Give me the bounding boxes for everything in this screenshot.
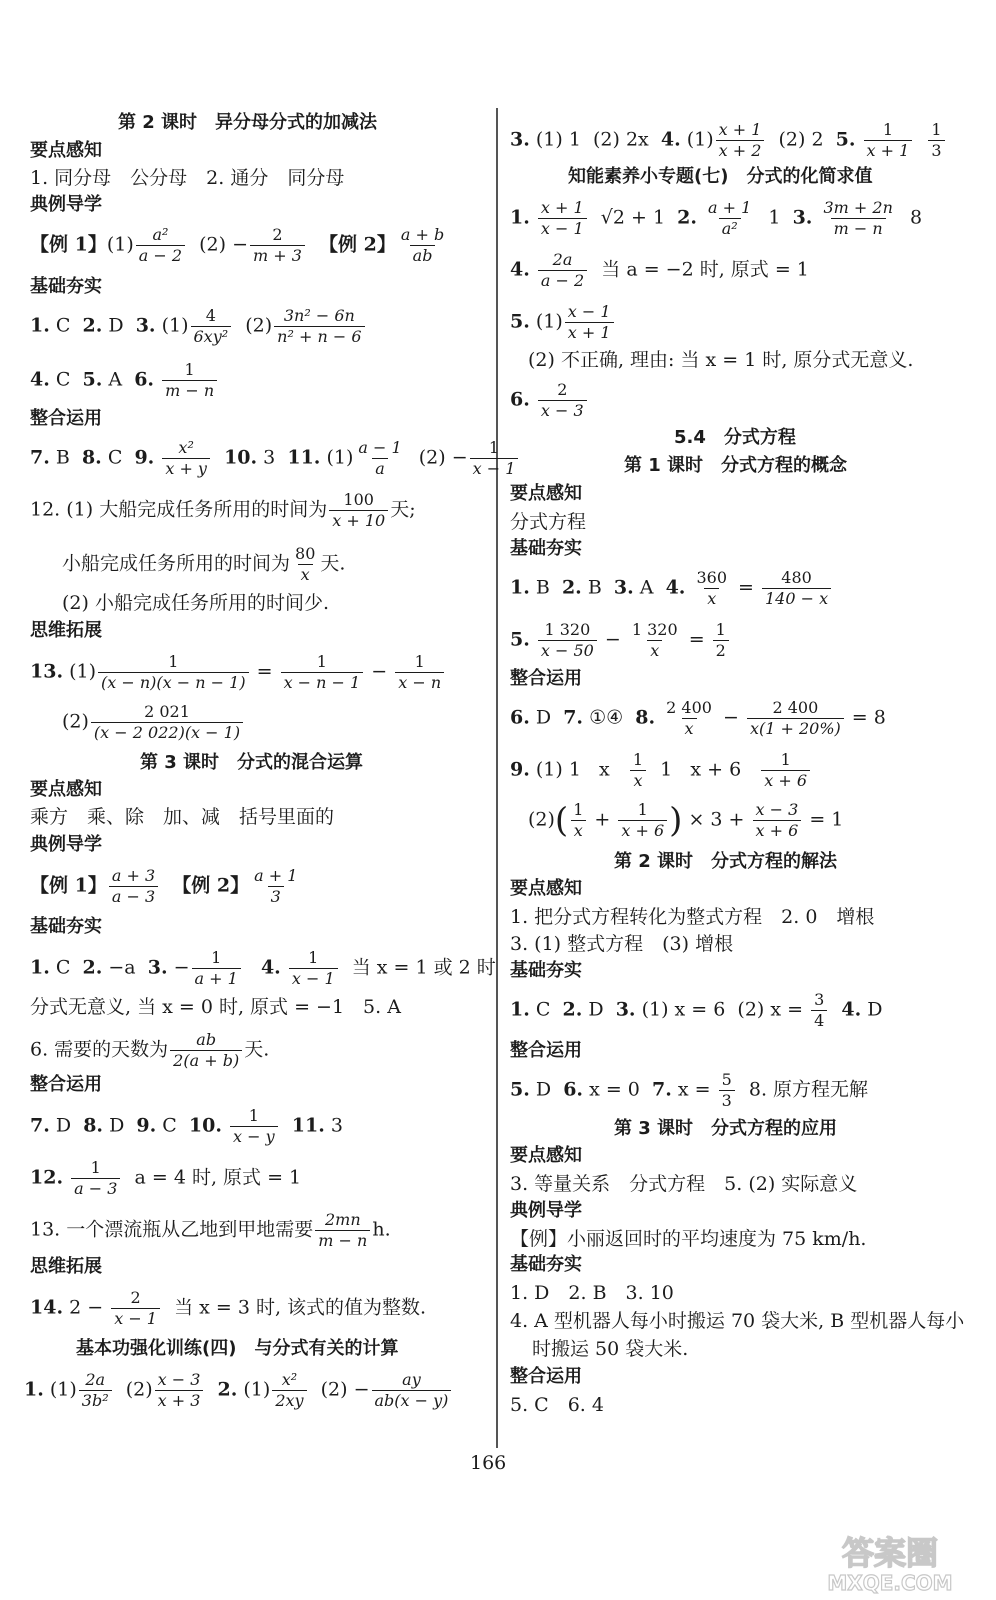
heading-zhenghe: 整合运用: [510, 668, 582, 689]
answer-line: 5. C 6. 4: [510, 1394, 604, 1416]
answer-line: 5. $\frac{1 320}{x - 50}$ − $\frac{1 320}{x}$ = $\frac{1}{2}$: [510, 620, 731, 661]
answer-line: 1. 同分母 公分母 2. 通分 同分母: [30, 167, 345, 189]
answer-line: 分式无意义, 当 x = 0 时, 原式 = −1 5. A: [30, 996, 401, 1018]
answer-line: 6. 需要的天数为 $\frac{ab}{2(a + b)}$ 天.: [30, 1030, 270, 1070]
answer-line: 1. C 2. D 3. (1) $\frac{4}{\text{6xy²}}$ (2) $\frac{\text{3n² − 6n}}{\text{n² + n − 6}}$: [30, 306, 367, 347]
answer-line: (2) 小船完成任务所用的时间少.: [62, 592, 329, 614]
section-title: 基本功强化训练(四) 与分式有关的计算: [76, 1338, 399, 1359]
watermark-logo: [790, 1530, 990, 1596]
section-title: 第 1 课时 分式方程的概念: [624, 455, 848, 476]
answer-line: 4. A 型机器人每小时搬运 70 袋大米, B 型机器人每小: [510, 1310, 965, 1332]
answer-line: 1. C 2. D 3. (1) x = 6 (2) x = $\frac{3}{4}$ 4. D: [510, 990, 883, 1030]
answer-line: 时搬运 50 袋大米.: [532, 1338, 689, 1360]
section-title: 第 3 课时 分式的混合运算: [140, 752, 364, 773]
answer-line: 1. C 2. −a 3. − $\frac{1}{a + 1}$ 4. $\frac{1}{x - 1}$ 当 x = 1 或 2 时: [30, 948, 496, 988]
heading-yaodian: 要点感知: [510, 483, 582, 504]
answer-line: 【例】小丽返回时的平均速度为 75 km/h.: [510, 1228, 867, 1250]
answer-line: (2) 不正确, 理由: 当 x = 1 时, 原分式无意义.: [528, 349, 914, 371]
section-title: 第 2 课时 异分母分式的加减法: [118, 112, 378, 133]
heading-yaodian: 要点感知: [30, 779, 102, 800]
heading-yaodian: 要点感知: [510, 1145, 582, 1166]
heading-jichu: 基础夯实: [510, 538, 582, 559]
heading-jichu: 基础夯实: [30, 276, 102, 297]
answer-line: 7. D 8. D 9. C 10. $\frac{1}{x - y}$ 11. 3: [30, 1106, 343, 1146]
answer-line: 乘方 乘、除 加、减 括号里面的: [30, 806, 335, 828]
heading-yaodian: 要点感知: [30, 140, 102, 161]
right-column: [496, 0, 996, 1470]
svg-text:MXQE.COM: MXQE.COM: [827, 1571, 953, 1595]
answer-line: 6. D 7. ①④ 8. $\frac{2 400}{x}$ − $\frac{2 400}{x(1 + 20\%)}$ = 8: [510, 698, 886, 738]
chapter-title: 5.4 分式方程: [674, 427, 796, 448]
answer-line: 1. $\frac{x + 1}{x - 1}$ √2 + 1 2. $\frac{a + 1}{\text{a²}}$ 1 3. $\frac{3m + 2n}{m - n}$ 8: [510, 198, 923, 238]
section-title: 第 2 课时 分式方程的解法: [614, 851, 838, 872]
example-line: 【例 1】 $\frac{a + 3}{a - 3}$ 【例 2】 $\frac{a + 1}{3}$: [30, 866, 298, 906]
section-title: 知能素养小专题(七) 分式的化简求值: [568, 166, 873, 187]
answer-line: 6. $\frac{2}{x - 3}$: [510, 380, 589, 421]
heading-jichu: 基础夯实: [510, 1254, 582, 1275]
heading-siwei: 思维拓展: [30, 1256, 102, 1277]
left-column: [0, 0, 516, 1470]
answer-line: 4. C 5. A 6. $\frac{1}{m - n}$: [30, 360, 219, 401]
heading-dianli: 典例导学: [30, 194, 102, 215]
answer-line: 分式方程: [510, 511, 587, 533]
answer-line: 1. D 2. B 3. 10: [510, 1282, 674, 1304]
answer-line: 4. $\frac{2a}{a - 2}$ 当 a = −2 时, 原式 = 1: [510, 250, 809, 290]
answer-line: 1. 把分式方程转化为整式方程 2. 0 增根: [510, 906, 875, 928]
example-1-label: 【例 1】: [30, 874, 107, 897]
answer-line: 5. D 6. x = 0 7. x = $\frac{5}{3}$ 8. 原方程无解: [510, 1070, 869, 1110]
svg-text:答案圈: 答案圈: [841, 1534, 939, 1572]
answer-line: 3. (1) 整式方程 (3) 增根: [510, 933, 734, 955]
answer-line: 9. (1) 1 x $\frac{1}{x}$ 1 x + 6 $\frac{1}{x + 6}$: [510, 750, 812, 791]
answer-line: 小船完成任务所用的时间为 $\frac{80}{x}$ 天.: [62, 544, 346, 584]
answer-line: 3. (1) 1 (2) 2x 4. (1) $\frac{x + 1}{x + 2}$ (2) 2 5. $\frac{1}{x + 1}$ $\frac{1}{3}$: [510, 120, 947, 161]
answer-line: 13. (1) $\frac{1}{(x - n)(x - n - 1)}$ = $\frac{1}{x - n - 1}$ − $\frac{1}{x - n}$: [30, 652, 446, 693]
heading-jichu: 基础夯实: [510, 960, 582, 981]
answer-line: 3. 等量关系 分式方程 5. (2) 实际意义: [510, 1173, 858, 1195]
answer-line: (2)( $\frac{1}{x}$ + $\frac{1}{x + 6}$ ) × 3 + $\frac{x - 3}{x + 6}$ = 1: [528, 800, 844, 841]
answer-line: 5. (1) $\frac{x - 1}{x + 1}$: [510, 302, 616, 343]
page-number: 166: [470, 1452, 507, 1474]
example-line: 【例 1】(1) $\frac{\text{a²}}{a - 2}$ (2) − $\frac{2}{m + 3}$ 【例 2】 $\frac{a + b}{ab}$: [30, 225, 445, 265]
example-2-label: 【例 2】: [319, 233, 396, 256]
heading-siwei: 思维拓展: [30, 620, 102, 641]
heading-dianli: 典例导学: [30, 834, 102, 855]
answer-line: 12. (1) 大船完成任务所用的时间为 $\frac{100}{x + 10}$ 天;: [30, 490, 416, 530]
answer-line: 1. B 2. B 3. A 4. $\frac{360}{x}$ = $\frac{480}{140 - x}$: [510, 568, 833, 609]
example-2-label: 【例 2】: [172, 874, 250, 897]
answer-line: 12. $\frac{1}{a - 3}$ a = 4 时, 原式 = 1: [30, 1158, 302, 1198]
answer-line: 13. 一个漂流瓶从乙地到甲地需要 $\frac{2mn}{m - n}$ h.: [30, 1210, 391, 1250]
heading-zhenghe: 整合运用: [30, 408, 102, 429]
heading-zhenghe: 整合运用: [510, 1366, 582, 1387]
heading-yaodian: 要点感知: [510, 878, 582, 899]
heading-zhenghe: 整合运用: [510, 1040, 582, 1061]
example-1-label: 【例 1】: [30, 233, 107, 256]
heading-dianli: 典例导学: [510, 1200, 582, 1221]
heading-zhenghe: 整合运用: [30, 1074, 102, 1095]
heading-jichu: 基础夯实: [30, 916, 102, 937]
answer-line: 1. (1) $\frac{2a}{\text{3b²}}$ (2) $\frac{x - 3}{x + 3}$ 2. (1) $\frac{\text{x²}}{2xy}$ (2) − $\frac{ay}{ab(x - y)}$: [24, 1370, 453, 1411]
answer-line: (2) $\frac{2 021}{(x - 2 022)(x - 1)}$: [62, 702, 245, 743]
answer-line: 7. B 8. C 9. $\frac{\text{x²}}{x + y}$ 10. 3 11. (1) $\frac{a - 1}{a}$ (2) − $\frac{1}{x - 1}$: [30, 438, 520, 479]
section-title: 第 3 课时 分式方程的应用: [614, 1118, 838, 1139]
answer-line: 14. 2 − $\frac{2}{x - 1}$ 当 x = 3 时, 该式的值为整数.: [30, 1288, 427, 1328]
